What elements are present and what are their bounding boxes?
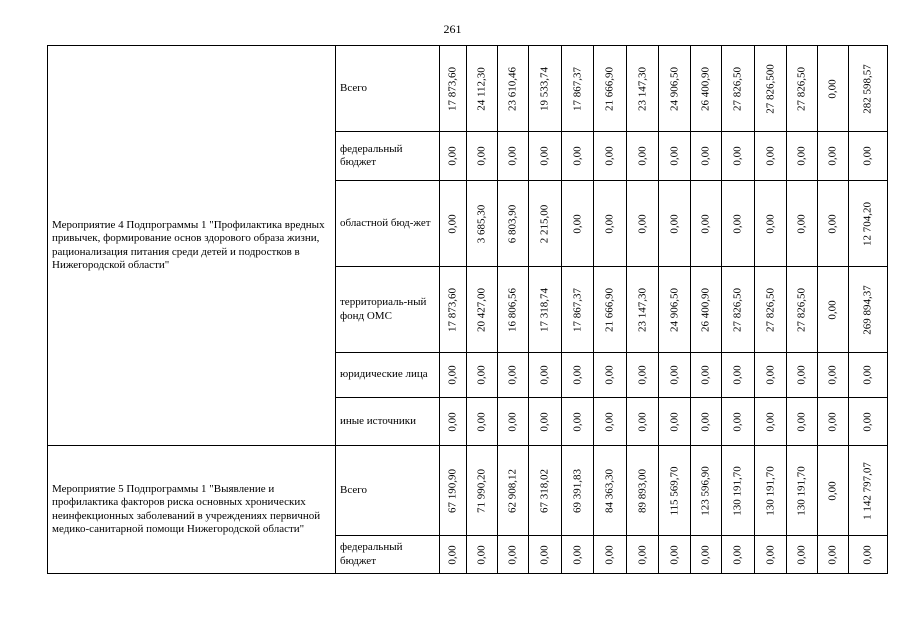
value-cell xyxy=(529,181,562,267)
value-cell xyxy=(440,398,467,446)
value-text: 27 826,50 xyxy=(795,66,808,111)
value-text: 0,00 xyxy=(603,411,616,432)
value-cell xyxy=(691,353,722,398)
funding-source-label: областной бюд-жет xyxy=(340,216,431,229)
value-text: 27 826,500 xyxy=(763,63,776,114)
value-text: 0,00 xyxy=(667,544,680,565)
value-cell xyxy=(627,398,659,446)
value-cell xyxy=(440,446,467,536)
value-cell xyxy=(467,398,498,446)
value-cell xyxy=(818,398,849,446)
value-text: 17 867,37 xyxy=(570,66,583,111)
value-cell xyxy=(691,181,722,267)
value-cell xyxy=(755,181,787,267)
value-cell xyxy=(818,446,849,536)
value-text: 0,00 xyxy=(570,213,583,234)
value-text: 0,00 xyxy=(570,411,583,432)
value-text: 0,00 xyxy=(731,213,744,234)
value-text: 16 806,56 xyxy=(506,287,519,332)
value-cell xyxy=(498,536,529,574)
value-text: 0,00 xyxy=(667,365,680,385)
value-text: 269 894,37 xyxy=(861,284,874,335)
value-cell xyxy=(818,181,849,267)
value-text: 0,00 xyxy=(667,146,680,166)
value-text: 0,00 xyxy=(731,365,744,385)
value-cell xyxy=(467,446,498,536)
value-text: 0,00 xyxy=(699,365,712,385)
value-text: 0,00 xyxy=(538,365,551,385)
value-text: 0,00 xyxy=(763,544,776,565)
value-cell xyxy=(562,353,594,398)
value-text: 0,00 xyxy=(826,480,839,501)
measure-title: Мероприятие 4 Подпрограммы 1 "Профилактика вредных привычек, формирование основ здорового образа жизни, рационализация питания среди детей и подростков в Нижегородской области" xyxy=(52,219,325,271)
measure-title-cell xyxy=(48,446,336,574)
value-cell xyxy=(467,536,498,574)
value-text: 0,00 xyxy=(731,411,744,432)
value-cell xyxy=(691,132,722,181)
table-row xyxy=(48,446,888,536)
value-cell xyxy=(722,398,755,446)
value-text: 0,00 xyxy=(699,146,712,166)
value-cell xyxy=(691,398,722,446)
value-cell xyxy=(529,536,562,574)
value-text: 115 569,70 xyxy=(667,465,680,516)
value-text: 0,00 xyxy=(446,146,459,166)
value-text: 62 908,12 xyxy=(506,468,519,513)
value-text: 67 190,90 xyxy=(446,468,459,513)
value-text: 0,00 xyxy=(795,213,808,234)
value-cell xyxy=(498,267,529,353)
value-cell xyxy=(818,536,849,574)
funding-source-cell xyxy=(336,181,440,267)
value-cell xyxy=(722,181,755,267)
value-cell xyxy=(659,181,691,267)
value-text: 0,00 xyxy=(506,365,519,385)
value-cell xyxy=(529,132,562,181)
page-number: 261 xyxy=(443,22,462,36)
table-row xyxy=(48,46,888,132)
value-text: 21 666,90 xyxy=(603,66,616,111)
value-cell xyxy=(562,46,594,132)
value-cell xyxy=(594,132,627,181)
value-text: 130 191,70 xyxy=(763,465,776,516)
value-cell xyxy=(659,267,691,353)
value-cell xyxy=(562,446,594,536)
value-cell xyxy=(562,398,594,446)
value-text: 0,00 xyxy=(506,544,519,565)
value-cell xyxy=(849,353,888,398)
value-text: 0,00 xyxy=(538,411,551,432)
value-cell xyxy=(691,446,722,536)
value-text: 27 826,50 xyxy=(731,66,744,111)
value-text: 0,00 xyxy=(826,365,839,385)
value-text: 0,00 xyxy=(506,411,519,432)
value-text: 0,00 xyxy=(446,213,459,234)
value-text: 0,00 xyxy=(570,365,583,385)
value-text: 0,00 xyxy=(861,411,874,432)
measure-title-cell xyxy=(48,46,336,446)
value-cell xyxy=(562,536,594,574)
value-cell xyxy=(787,353,818,398)
value-cell xyxy=(787,46,818,132)
value-text: 89 893,00 xyxy=(635,468,648,513)
funding-source-cell xyxy=(336,132,440,181)
value-cell xyxy=(529,353,562,398)
funding-source-cell xyxy=(336,46,440,132)
value-cell xyxy=(849,132,888,181)
value-text: 24 906,50 xyxy=(667,66,680,111)
value-text: 0,00 xyxy=(446,411,459,432)
budget-table xyxy=(47,45,888,574)
value-text: 23 147,30 xyxy=(635,66,648,111)
value-cell xyxy=(627,353,659,398)
value-text: 0,00 xyxy=(570,146,583,166)
value-cell xyxy=(659,446,691,536)
value-cell xyxy=(594,536,627,574)
value-cell xyxy=(755,536,787,574)
value-text: 0,00 xyxy=(446,365,459,385)
value-cell xyxy=(498,398,529,446)
funding-source-cell xyxy=(336,536,440,574)
funding-source-cell xyxy=(336,446,440,536)
value-cell xyxy=(849,46,888,132)
value-cell xyxy=(627,446,659,536)
value-cell xyxy=(440,46,467,132)
value-cell xyxy=(755,267,787,353)
value-cell xyxy=(627,536,659,574)
value-cell xyxy=(818,353,849,398)
value-text: 0,00 xyxy=(763,213,776,234)
value-text: 0,00 xyxy=(475,365,488,385)
value-cell xyxy=(529,446,562,536)
table-body xyxy=(48,46,888,574)
value-text: 0,00 xyxy=(731,146,744,166)
value-cell xyxy=(498,181,529,267)
value-text: 0,00 xyxy=(446,544,459,565)
value-cell xyxy=(467,132,498,181)
funding-source-label: юридические лица xyxy=(340,368,428,381)
value-cell xyxy=(594,446,627,536)
value-cell xyxy=(787,132,818,181)
funding-source-cell xyxy=(336,398,440,446)
value-text: 0,00 xyxy=(795,411,808,432)
value-text: 0,00 xyxy=(699,544,712,565)
value-cell xyxy=(691,46,722,132)
value-cell xyxy=(627,267,659,353)
value-cell xyxy=(659,132,691,181)
value-text: 27 826,50 xyxy=(731,287,744,332)
value-cell xyxy=(594,46,627,132)
value-cell xyxy=(467,181,498,267)
value-cell xyxy=(440,353,467,398)
value-text: 3 685,30 xyxy=(475,204,488,243)
value-text: 0,00 xyxy=(635,411,648,432)
value-cell xyxy=(529,46,562,132)
funding-source-label: иные источники xyxy=(340,414,416,427)
value-text: 0,00 xyxy=(667,213,680,234)
value-text: 0,00 xyxy=(763,146,776,166)
value-text: 0,00 xyxy=(861,544,874,565)
funding-source-cell xyxy=(336,267,440,353)
value-text: 0,00 xyxy=(763,365,776,385)
value-cell xyxy=(755,398,787,446)
value-text: 0,00 xyxy=(826,544,839,565)
value-cell xyxy=(562,181,594,267)
value-cell xyxy=(627,46,659,132)
value-text: 0,00 xyxy=(506,146,519,166)
value-text: 0,00 xyxy=(763,411,776,432)
funding-source-label: федеральный бюджет xyxy=(340,541,403,567)
value-text: 2 215,00 xyxy=(538,204,551,243)
value-cell xyxy=(818,132,849,181)
value-cell xyxy=(529,398,562,446)
value-text: 123 596,90 xyxy=(699,465,712,516)
value-cell xyxy=(722,353,755,398)
value-cell xyxy=(722,446,755,536)
value-text: 12 704,20 xyxy=(861,201,874,246)
value-text: 19 533,74 xyxy=(538,66,551,111)
value-cell xyxy=(659,353,691,398)
value-text: 0,00 xyxy=(667,411,680,432)
value-text: 0,00 xyxy=(826,299,839,320)
value-text: 0,00 xyxy=(731,544,744,565)
value-text: 130 191,70 xyxy=(795,465,808,516)
funding-source-label: территориаль-ный фонд ОМС xyxy=(340,296,427,322)
value-cell xyxy=(787,446,818,536)
value-text: 0,00 xyxy=(635,365,648,385)
value-text: 0,00 xyxy=(635,146,648,166)
funding-source-label: Всего xyxy=(340,81,367,94)
value-cell xyxy=(627,132,659,181)
value-text: 27 826,50 xyxy=(795,287,808,332)
value-cell xyxy=(691,536,722,574)
value-text: 0,00 xyxy=(826,146,839,166)
value-cell xyxy=(755,46,787,132)
value-cell xyxy=(818,267,849,353)
value-text: 23 147,30 xyxy=(635,287,648,332)
value-text: 0,00 xyxy=(795,544,808,565)
value-text: 130 191,70 xyxy=(731,465,744,516)
value-cell xyxy=(787,398,818,446)
value-text: 0,00 xyxy=(538,146,551,166)
value-cell xyxy=(659,46,691,132)
value-cell xyxy=(627,181,659,267)
value-cell xyxy=(562,132,594,181)
value-cell xyxy=(467,267,498,353)
value-text: 6 803,90 xyxy=(506,204,519,243)
value-cell xyxy=(440,267,467,353)
value-cell xyxy=(787,267,818,353)
value-cell xyxy=(594,267,627,353)
value-cell xyxy=(849,181,888,267)
value-text: 20 427,00 xyxy=(475,287,488,332)
value-cell xyxy=(498,46,529,132)
value-text: 0,00 xyxy=(570,544,583,565)
value-text: 26 400,90 xyxy=(699,66,712,111)
value-text: 0,00 xyxy=(603,213,616,234)
value-text: 17 867,37 xyxy=(570,287,583,332)
value-text: 0,00 xyxy=(475,146,488,166)
value-cell xyxy=(722,536,755,574)
value-cell xyxy=(849,536,888,574)
value-cell xyxy=(440,181,467,267)
value-text: 0,00 xyxy=(603,365,616,385)
measure-title: Мероприятие 5 Подпрограммы 1 "Выявление и профилактика факторов риска основных хронических неинфекционных заболеваний в учреждениях первичной медико-санитарной помощи Нижегородской области" xyxy=(52,483,321,535)
value-cell xyxy=(722,46,755,132)
value-cell xyxy=(498,446,529,536)
value-cell xyxy=(722,132,755,181)
value-text: 0,00 xyxy=(861,365,874,385)
value-text: 0,00 xyxy=(603,146,616,166)
value-cell xyxy=(529,267,562,353)
value-text: 17 318,74 xyxy=(538,287,551,332)
value-cell xyxy=(849,446,888,536)
value-cell xyxy=(659,398,691,446)
value-text: 0,00 xyxy=(699,411,712,432)
value-cell xyxy=(594,181,627,267)
value-cell xyxy=(594,353,627,398)
value-cell xyxy=(498,132,529,181)
value-cell xyxy=(440,132,467,181)
value-text: 0,00 xyxy=(861,146,874,166)
value-text: 67 318,02 xyxy=(538,468,551,513)
value-text: 0,00 xyxy=(603,544,616,565)
value-cell xyxy=(755,353,787,398)
value-cell xyxy=(755,446,787,536)
value-text: 17 873,60 xyxy=(446,287,459,332)
value-cell xyxy=(562,267,594,353)
value-text: 1 142 797,07 xyxy=(861,461,874,520)
funding-source-label: Всего xyxy=(340,483,367,496)
value-cell xyxy=(440,536,467,574)
value-text: 0,00 xyxy=(826,213,839,234)
value-cell xyxy=(818,46,849,132)
funding-source-label: федеральный бюджет xyxy=(340,142,403,168)
value-text: 24 112,30 xyxy=(475,66,488,111)
value-cell xyxy=(467,353,498,398)
value-cell xyxy=(498,353,529,398)
funding-source-cell xyxy=(336,353,440,398)
value-text: 84 363,30 xyxy=(603,468,616,513)
value-cell xyxy=(755,132,787,181)
value-text: 27 826,50 xyxy=(763,287,776,332)
value-cell xyxy=(691,267,722,353)
value-cell xyxy=(787,181,818,267)
value-cell xyxy=(787,536,818,574)
value-cell xyxy=(659,536,691,574)
value-text: 0,00 xyxy=(635,544,648,565)
value-text: 23 610,46 xyxy=(506,66,519,111)
value-text: 0,00 xyxy=(826,78,839,99)
value-cell xyxy=(467,46,498,132)
value-text: 24 906,50 xyxy=(667,287,680,332)
value-text: 71 990,20 xyxy=(475,468,488,513)
value-cell xyxy=(849,267,888,353)
value-text: 17 873,60 xyxy=(446,66,459,111)
value-text: 0,00 xyxy=(826,411,839,432)
value-cell xyxy=(849,398,888,446)
value-text: 0,00 xyxy=(475,544,488,565)
value-text: 0,00 xyxy=(795,146,808,166)
value-cell xyxy=(594,398,627,446)
value-text: 69 391,83 xyxy=(570,468,583,513)
value-text: 0,00 xyxy=(475,411,488,432)
value-text: 282 598,57 xyxy=(861,63,874,114)
value-text: 26 400,90 xyxy=(699,287,712,332)
value-cell xyxy=(722,267,755,353)
value-text: 0,00 xyxy=(635,213,648,234)
value-text: 0,00 xyxy=(538,544,551,565)
value-text: 21 666,90 xyxy=(603,287,616,332)
value-text: 0,00 xyxy=(795,365,808,385)
value-text: 0,00 xyxy=(699,213,712,234)
